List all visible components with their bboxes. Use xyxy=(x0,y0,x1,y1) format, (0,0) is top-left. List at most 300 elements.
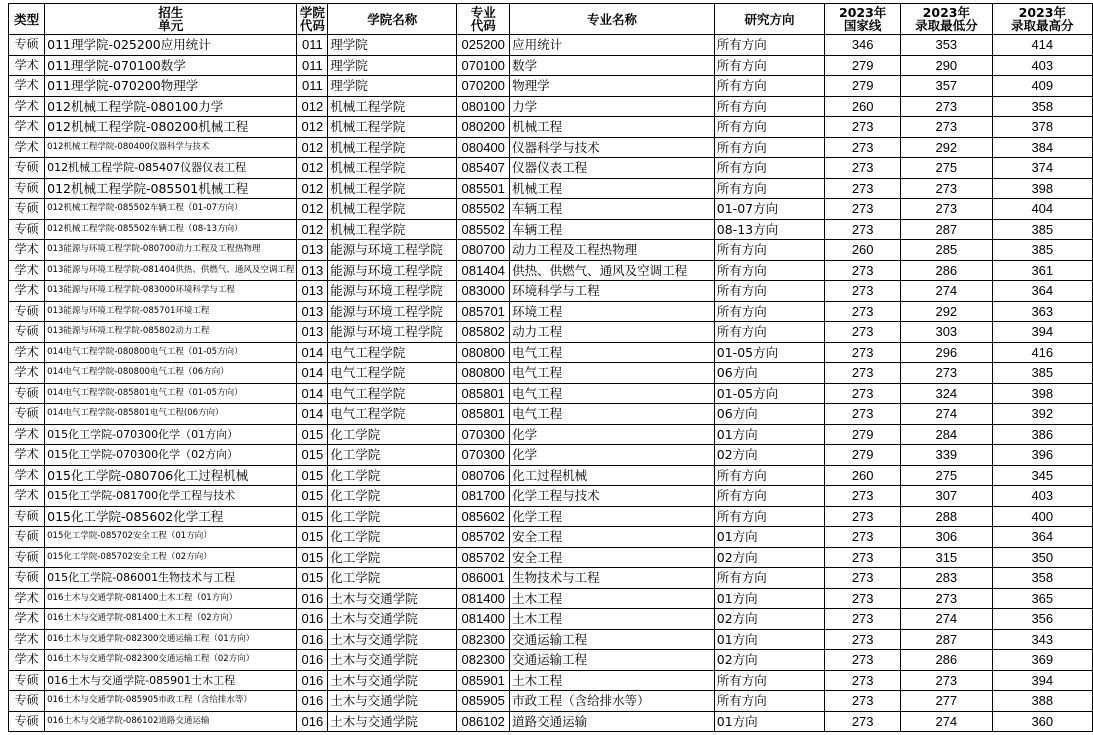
table-row xyxy=(9,404,1093,425)
cell-direction: 所有方向 xyxy=(714,55,825,76)
cell-college-code: 016 xyxy=(297,650,328,671)
cell-college-name: 化工学院 xyxy=(328,506,457,527)
table-row xyxy=(9,178,1093,199)
cell-college-code: 012 xyxy=(297,178,328,199)
cell-college-code: 011 xyxy=(297,35,328,56)
cell-direction: 所有方向 xyxy=(714,691,825,712)
cell-major-code: 070300 xyxy=(457,445,510,466)
cell-college-name: 机械工程学院 xyxy=(328,219,457,240)
cell-unit: 012机械工程学院-085501机械工程 xyxy=(45,178,297,199)
cell-national-line: 273 xyxy=(825,588,901,609)
cell-national-line: 273 xyxy=(825,650,901,671)
cell-national-line: 260 xyxy=(825,240,901,261)
cell-unit: 015化工学院-085702安全工程（01方向） xyxy=(45,527,297,548)
cell-min-score: 287 xyxy=(901,629,993,650)
cell-max-score: 394 xyxy=(992,670,1092,691)
cell-college-code: 014 xyxy=(297,363,328,384)
cell-direction: 所有方向 xyxy=(714,301,825,322)
cell-min-score: 307 xyxy=(901,486,993,507)
cell-college-name: 土木与交通学院 xyxy=(328,650,457,671)
header-national-line: 2023年 国家线 xyxy=(825,4,901,35)
cell-min-score: 273 xyxy=(901,363,993,384)
cell-max-score: 404 xyxy=(992,199,1092,220)
table-row xyxy=(9,711,1093,732)
cell-direction: 01方向 xyxy=(714,527,825,548)
cell-major-code: 085407 xyxy=(457,158,510,179)
cell-major-code: 082300 xyxy=(457,650,510,671)
cell-major-name: 动力工程 xyxy=(510,322,715,343)
table-row xyxy=(9,96,1093,117)
cell-college-name: 土木与交通学院 xyxy=(328,588,457,609)
cell-min-score: 286 xyxy=(901,650,993,671)
cell-college-name: 电气工程学院 xyxy=(328,363,457,384)
cell-type: 专硕 xyxy=(9,404,45,425)
cell-college-code: 015 xyxy=(297,486,328,507)
cell-college-code: 012 xyxy=(297,137,328,158)
header-row xyxy=(9,4,1093,35)
cell-college-code: 015 xyxy=(297,568,328,589)
cell-national-line: 346 xyxy=(825,35,901,56)
cell-min-score: 273 xyxy=(901,670,993,691)
cell-college-code: 011 xyxy=(297,76,328,97)
cell-major-code: 080400 xyxy=(457,137,510,158)
header-type: 类型 xyxy=(9,4,45,35)
cell-unit: 011理学院-025200应用统计 xyxy=(45,35,297,56)
cell-college-name: 能源与环境工程学院 xyxy=(328,322,457,343)
cell-min-score: 292 xyxy=(901,301,993,322)
cell-major-name: 安全工程 xyxy=(510,547,715,568)
cell-college-code: 012 xyxy=(297,219,328,240)
cell-unit: 015化工学院-070300化学（02方向） xyxy=(45,445,297,466)
cell-type: 学术 xyxy=(9,445,45,466)
cell-direction: 08-13方向 xyxy=(714,219,825,240)
cell-national-line: 273 xyxy=(825,711,901,732)
cell-min-score: 273 xyxy=(901,588,993,609)
cell-max-score: 358 xyxy=(992,96,1092,117)
table-row xyxy=(9,342,1093,363)
table-row xyxy=(9,301,1093,322)
cell-national-line: 273 xyxy=(825,506,901,527)
cell-max-score: 350 xyxy=(992,547,1092,568)
cell-direction: 所有方向 xyxy=(714,281,825,302)
cell-national-line: 273 xyxy=(825,281,901,302)
cell-max-score: 398 xyxy=(992,383,1092,404)
cell-min-score: 315 xyxy=(901,547,993,568)
cell-type: 专硕 xyxy=(9,158,45,179)
cell-college-code: 011 xyxy=(297,55,328,76)
cell-college-name: 能源与环境工程学院 xyxy=(328,281,457,302)
cell-major-code: 080700 xyxy=(457,240,510,261)
cell-major-name: 力学 xyxy=(510,96,715,117)
cell-major-code: 085702 xyxy=(457,547,510,568)
cell-college-code: 015 xyxy=(297,424,328,445)
cell-type: 学术 xyxy=(9,609,45,630)
cell-college-name: 土木与交通学院 xyxy=(328,629,457,650)
cell-major-name: 机械工程 xyxy=(510,178,715,199)
cell-national-line: 273 xyxy=(825,219,901,240)
cell-major-code: 081400 xyxy=(457,609,510,630)
cell-unit: 012机械工程学院-085502车辆工程（01-07方向） xyxy=(45,199,297,220)
cell-unit: 016土木与交通学院-086102道路交通运输 xyxy=(45,711,297,732)
cell-min-score: 303 xyxy=(901,322,993,343)
cell-direction: 所有方向 xyxy=(714,178,825,199)
cell-national-line: 273 xyxy=(825,609,901,630)
cell-national-line: 273 xyxy=(825,117,901,138)
cell-max-score: 414 xyxy=(992,35,1092,56)
cell-max-score: 358 xyxy=(992,568,1092,589)
cell-min-score: 273 xyxy=(901,178,993,199)
cell-type: 学术 xyxy=(9,486,45,507)
cell-unit: 016土木与交通学院-081400土木工程（02方向） xyxy=(45,609,297,630)
cell-unit: 015化工学院-081700化学工程与技术 xyxy=(45,486,297,507)
table-row xyxy=(9,670,1093,691)
cell-college-code: 012 xyxy=(297,96,328,117)
cell-unit: 014电气工程学院-080800电气工程（06方向） xyxy=(45,363,297,384)
cell-direction: 01-05方向 xyxy=(714,383,825,404)
cell-national-line: 279 xyxy=(825,76,901,97)
cell-national-line: 279 xyxy=(825,445,901,466)
cell-type: 学术 xyxy=(9,137,45,158)
cell-national-line: 273 xyxy=(825,404,901,425)
cell-min-score: 357 xyxy=(901,76,993,97)
cell-direction: 02方向 xyxy=(714,547,825,568)
cell-major-name: 物理学 xyxy=(510,76,715,97)
cell-min-score: 274 xyxy=(901,281,993,302)
cell-unit: 012机械工程学院-085502车辆工程（08-13方向） xyxy=(45,219,297,240)
cell-max-score: 416 xyxy=(992,342,1092,363)
cell-college-name: 机械工程学院 xyxy=(328,137,457,158)
cell-major-code: 085801 xyxy=(457,383,510,404)
cell-college-name: 理学院 xyxy=(328,55,457,76)
cell-max-score: 384 xyxy=(992,137,1092,158)
cell-national-line: 273 xyxy=(825,199,901,220)
table-row xyxy=(9,691,1093,712)
cell-type: 专硕 xyxy=(9,506,45,527)
cell-direction: 01方向 xyxy=(714,711,825,732)
cell-max-score: 361 xyxy=(992,260,1092,281)
table-row xyxy=(9,322,1093,343)
cell-college-name: 理学院 xyxy=(328,76,457,97)
cell-major-code: 085502 xyxy=(457,199,510,220)
cell-college-code: 014 xyxy=(297,404,328,425)
cell-max-score: 386 xyxy=(992,424,1092,445)
cell-major-code: 070200 xyxy=(457,76,510,97)
cell-unit: 013能源与环境工程学院-080700动力工程及工程热物理 xyxy=(45,240,297,261)
cell-national-line: 279 xyxy=(825,424,901,445)
cell-major-code: 080200 xyxy=(457,117,510,138)
cell-major-name: 车辆工程 xyxy=(510,219,715,240)
cell-college-name: 土木与交通学院 xyxy=(328,691,457,712)
cell-unit: 014电气工程学院-080800电气工程（01-05方向） xyxy=(45,342,297,363)
cell-type: 专硕 xyxy=(9,383,45,404)
cell-major-name: 电气工程 xyxy=(510,363,715,384)
cell-college-code: 016 xyxy=(297,588,328,609)
cell-type: 学术 xyxy=(9,240,45,261)
table-row xyxy=(9,260,1093,281)
table-row xyxy=(9,55,1093,76)
cell-unit: 015化工学院-085602化学工程 xyxy=(45,506,297,527)
cell-major-code: 086102 xyxy=(457,711,510,732)
cell-major-name: 化学 xyxy=(510,445,715,466)
cell-major-name: 交通运输工程 xyxy=(510,629,715,650)
cell-major-code: 085702 xyxy=(457,527,510,548)
cell-major-name: 仪器科学与技术 xyxy=(510,137,715,158)
cell-college-code: 015 xyxy=(297,465,328,486)
cell-college-name: 能源与环境工程学院 xyxy=(328,260,457,281)
table-row xyxy=(9,117,1093,138)
cell-unit: 015化工学院-080706化工过程机械 xyxy=(45,465,297,486)
cell-unit: 013能源与环境工程学院-085701环境工程 xyxy=(45,301,297,322)
cell-direction: 01方向 xyxy=(714,424,825,445)
cell-type: 学术 xyxy=(9,629,45,650)
cell-major-code: 080800 xyxy=(457,363,510,384)
cell-college-name: 化工学院 xyxy=(328,568,457,589)
cell-type: 专硕 xyxy=(9,527,45,548)
cell-max-score: 364 xyxy=(992,527,1092,548)
cell-min-score: 273 xyxy=(901,199,993,220)
cell-major-name: 电气工程 xyxy=(510,383,715,404)
cell-unit: 014电气工程学院-085801电气工程(06方向） xyxy=(45,404,297,425)
table-row xyxy=(9,281,1093,302)
cell-national-line: 260 xyxy=(825,96,901,117)
cell-major-name: 交通运输工程 xyxy=(510,650,715,671)
cell-college-name: 能源与环境工程学院 xyxy=(328,301,457,322)
cell-college-code: 013 xyxy=(297,322,328,343)
cell-unit: 015化工学院-086001生物技术与工程 xyxy=(45,568,297,589)
cell-type: 学术 xyxy=(9,55,45,76)
table-row xyxy=(9,527,1093,548)
cell-min-score: 275 xyxy=(901,158,993,179)
cell-national-line: 273 xyxy=(825,670,901,691)
cell-type: 专硕 xyxy=(9,568,45,589)
cell-major-name: 道路交通运输 xyxy=(510,711,715,732)
cell-direction: 06方向 xyxy=(714,363,825,384)
cell-college-name: 机械工程学院 xyxy=(328,178,457,199)
cell-college-name: 土木与交通学院 xyxy=(328,670,457,691)
cell-unit: 015化工学院-085702安全工程（02方向） xyxy=(45,547,297,568)
table-row xyxy=(9,240,1093,261)
cell-unit: 016土木与交通学院-082300交通运输工程（01方向） xyxy=(45,629,297,650)
cell-college-name: 电气工程学院 xyxy=(328,404,457,425)
table-row xyxy=(9,76,1093,97)
cell-direction: 所有方向 xyxy=(714,76,825,97)
cell-unit: 012机械工程学院-085407仪器仪表工程 xyxy=(45,158,297,179)
cell-national-line: 273 xyxy=(825,363,901,384)
header-unit: 招生 单元 xyxy=(45,4,297,35)
cell-college-name: 理学院 xyxy=(328,35,457,56)
cell-national-line: 273 xyxy=(825,342,901,363)
cell-national-line: 273 xyxy=(825,301,901,322)
table-row xyxy=(9,199,1093,220)
cell-min-score: 339 xyxy=(901,445,993,466)
cell-major-code: 085802 xyxy=(457,322,510,343)
cell-major-name: 土木工程 xyxy=(510,609,715,630)
cell-major-code: 086001 xyxy=(457,568,510,589)
cell-min-score: 324 xyxy=(901,383,993,404)
cell-unit: 016土木与交通学院-085901土木工程 xyxy=(45,670,297,691)
cell-college-code: 016 xyxy=(297,629,328,650)
cell-max-score: 400 xyxy=(992,506,1092,527)
cell-unit: 011理学院-070100数学 xyxy=(45,55,297,76)
cell-max-score: 385 xyxy=(992,240,1092,261)
cell-college-name: 化工学院 xyxy=(328,486,457,507)
cell-major-code: 070100 xyxy=(457,55,510,76)
cell-college-name: 土木与交通学院 xyxy=(328,711,457,732)
cell-college-name: 化工学院 xyxy=(328,547,457,568)
header-college-code: 学院 代码 xyxy=(297,4,328,35)
cell-min-score: 286 xyxy=(901,260,993,281)
cell-college-code: 012 xyxy=(297,158,328,179)
cell-type: 专硕 xyxy=(9,322,45,343)
cell-min-score: 284 xyxy=(901,424,993,445)
cell-type: 专硕 xyxy=(9,711,45,732)
cell-min-score: 283 xyxy=(901,568,993,589)
cell-max-score: 343 xyxy=(992,629,1092,650)
cell-min-score: 306 xyxy=(901,527,993,548)
cell-college-name: 土木与交通学院 xyxy=(328,609,457,630)
cell-type: 学术 xyxy=(9,363,45,384)
cell-type: 专硕 xyxy=(9,301,45,322)
table-row xyxy=(9,219,1093,240)
cell-min-score: 353 xyxy=(901,35,993,56)
cell-max-score: 360 xyxy=(992,711,1092,732)
cell-type: 学术 xyxy=(9,96,45,117)
cell-type: 专硕 xyxy=(9,219,45,240)
header-max-score: 2023年 录取最高分 xyxy=(992,4,1092,35)
cell-college-name: 化工学院 xyxy=(328,445,457,466)
cell-college-name: 机械工程学院 xyxy=(328,96,457,117)
cell-max-score: 369 xyxy=(992,650,1092,671)
cell-national-line: 273 xyxy=(825,260,901,281)
cell-college-name: 机械工程学院 xyxy=(328,199,457,220)
cell-unit: 016土木与交通学院-081400土木工程（01方向） xyxy=(45,588,297,609)
cell-unit: 013能源与环境工程学院-083000环境科学与工程 xyxy=(45,281,297,302)
cell-direction: 所有方向 xyxy=(714,117,825,138)
cell-min-score: 274 xyxy=(901,609,993,630)
cell-max-score: 385 xyxy=(992,219,1092,240)
table-row xyxy=(9,547,1093,568)
cell-min-score: 287 xyxy=(901,219,993,240)
cell-type: 学术 xyxy=(9,260,45,281)
cell-major-code: 085905 xyxy=(457,691,510,712)
cell-major-code: 085801 xyxy=(457,404,510,425)
cell-national-line: 273 xyxy=(825,547,901,568)
cell-min-score: 290 xyxy=(901,55,993,76)
cell-type: 专硕 xyxy=(9,178,45,199)
cell-min-score: 292 xyxy=(901,137,993,158)
cell-type: 学术 xyxy=(9,588,45,609)
cell-national-line: 273 xyxy=(825,178,901,199)
cell-major-code: 085602 xyxy=(457,506,510,527)
cell-direction: 01方向 xyxy=(714,629,825,650)
cell-major-name: 动力工程及工程热物理 xyxy=(510,240,715,261)
cell-min-score: 288 xyxy=(901,506,993,527)
cell-direction: 01方向 xyxy=(714,588,825,609)
cell-major-name: 化学工程与技术 xyxy=(510,486,715,507)
table-row xyxy=(9,506,1093,527)
cell-max-score: 365 xyxy=(992,588,1092,609)
admission-scores-table xyxy=(8,3,1093,732)
cell-min-score: 273 xyxy=(901,96,993,117)
cell-max-score: 403 xyxy=(992,486,1092,507)
cell-max-score: 398 xyxy=(992,178,1092,199)
cell-unit: 012机械工程学院-080200机械工程 xyxy=(45,117,297,138)
cell-college-code: 016 xyxy=(297,711,328,732)
cell-min-score: 273 xyxy=(901,117,993,138)
cell-type: 学术 xyxy=(9,281,45,302)
table-row xyxy=(9,609,1093,630)
cell-direction: 01-07方向 xyxy=(714,199,825,220)
cell-major-name: 环境工程 xyxy=(510,301,715,322)
cell-type: 专硕 xyxy=(9,35,45,56)
cell-type: 学术 xyxy=(9,465,45,486)
cell-major-name: 安全工程 xyxy=(510,527,715,548)
table-row xyxy=(9,445,1093,466)
cell-min-score: 275 xyxy=(901,465,993,486)
cell-major-name: 供热、供燃气、通风及空调工程 xyxy=(510,260,715,281)
cell-min-score: 285 xyxy=(901,240,993,261)
cell-max-score: 392 xyxy=(992,404,1092,425)
cell-national-line: 273 xyxy=(825,322,901,343)
cell-unit: 013能源与环境工程学院-085802动力工程 xyxy=(45,322,297,343)
cell-college-code: 013 xyxy=(297,281,328,302)
cell-unit: 012机械工程学院-080400仪器科学与技术 xyxy=(45,137,297,158)
cell-major-name: 土木工程 xyxy=(510,670,715,691)
cell-national-line: 273 xyxy=(825,486,901,507)
table-row xyxy=(9,568,1093,589)
cell-major-name: 仪器仪表工程 xyxy=(510,158,715,179)
cell-major-name: 化工过程机械 xyxy=(510,465,715,486)
cell-type: 学术 xyxy=(9,342,45,363)
table-row xyxy=(9,486,1093,507)
header-min-score: 2023年 录取最低分 xyxy=(901,4,993,35)
cell-college-code: 012 xyxy=(297,199,328,220)
cell-major-name: 应用统计 xyxy=(510,35,715,56)
cell-major-name: 数学 xyxy=(510,55,715,76)
cell-major-name: 市政工程（含给排水等） xyxy=(510,691,715,712)
cell-type: 专硕 xyxy=(9,199,45,220)
cell-direction: 所有方向 xyxy=(714,486,825,507)
header-major-code: 专业 代码 xyxy=(457,4,510,35)
cell-college-name: 电气工程学院 xyxy=(328,383,457,404)
cell-major-name: 机械工程 xyxy=(510,117,715,138)
cell-unit: 011理学院-070200物理学 xyxy=(45,76,297,97)
cell-major-code: 025200 xyxy=(457,35,510,56)
cell-major-code: 085501 xyxy=(457,178,510,199)
cell-national-line: 273 xyxy=(825,629,901,650)
cell-major-name: 生物技术与工程 xyxy=(510,568,715,589)
cell-college-name: 化工学院 xyxy=(328,424,457,445)
cell-min-score: 274 xyxy=(901,711,993,732)
cell-direction: 所有方向 xyxy=(714,568,825,589)
cell-direction: 所有方向 xyxy=(714,465,825,486)
cell-major-code: 081400 xyxy=(457,588,510,609)
cell-max-score: 374 xyxy=(992,158,1092,179)
cell-major-name: 车辆工程 xyxy=(510,199,715,220)
cell-major-code: 083000 xyxy=(457,281,510,302)
cell-major-code: 085901 xyxy=(457,670,510,691)
cell-direction: 01-05方向 xyxy=(714,342,825,363)
cell-major-name: 电气工程 xyxy=(510,342,715,363)
cell-college-name: 能源与环境工程学院 xyxy=(328,240,457,261)
cell-college-code: 016 xyxy=(297,691,328,712)
cell-direction: 所有方向 xyxy=(714,322,825,343)
cell-unit: 014电气工程学院-085801电气工程（01-05方向） xyxy=(45,383,297,404)
table-row xyxy=(9,424,1093,445)
cell-major-name: 化学 xyxy=(510,424,715,445)
cell-min-score: 274 xyxy=(901,404,993,425)
table-row xyxy=(9,137,1093,158)
